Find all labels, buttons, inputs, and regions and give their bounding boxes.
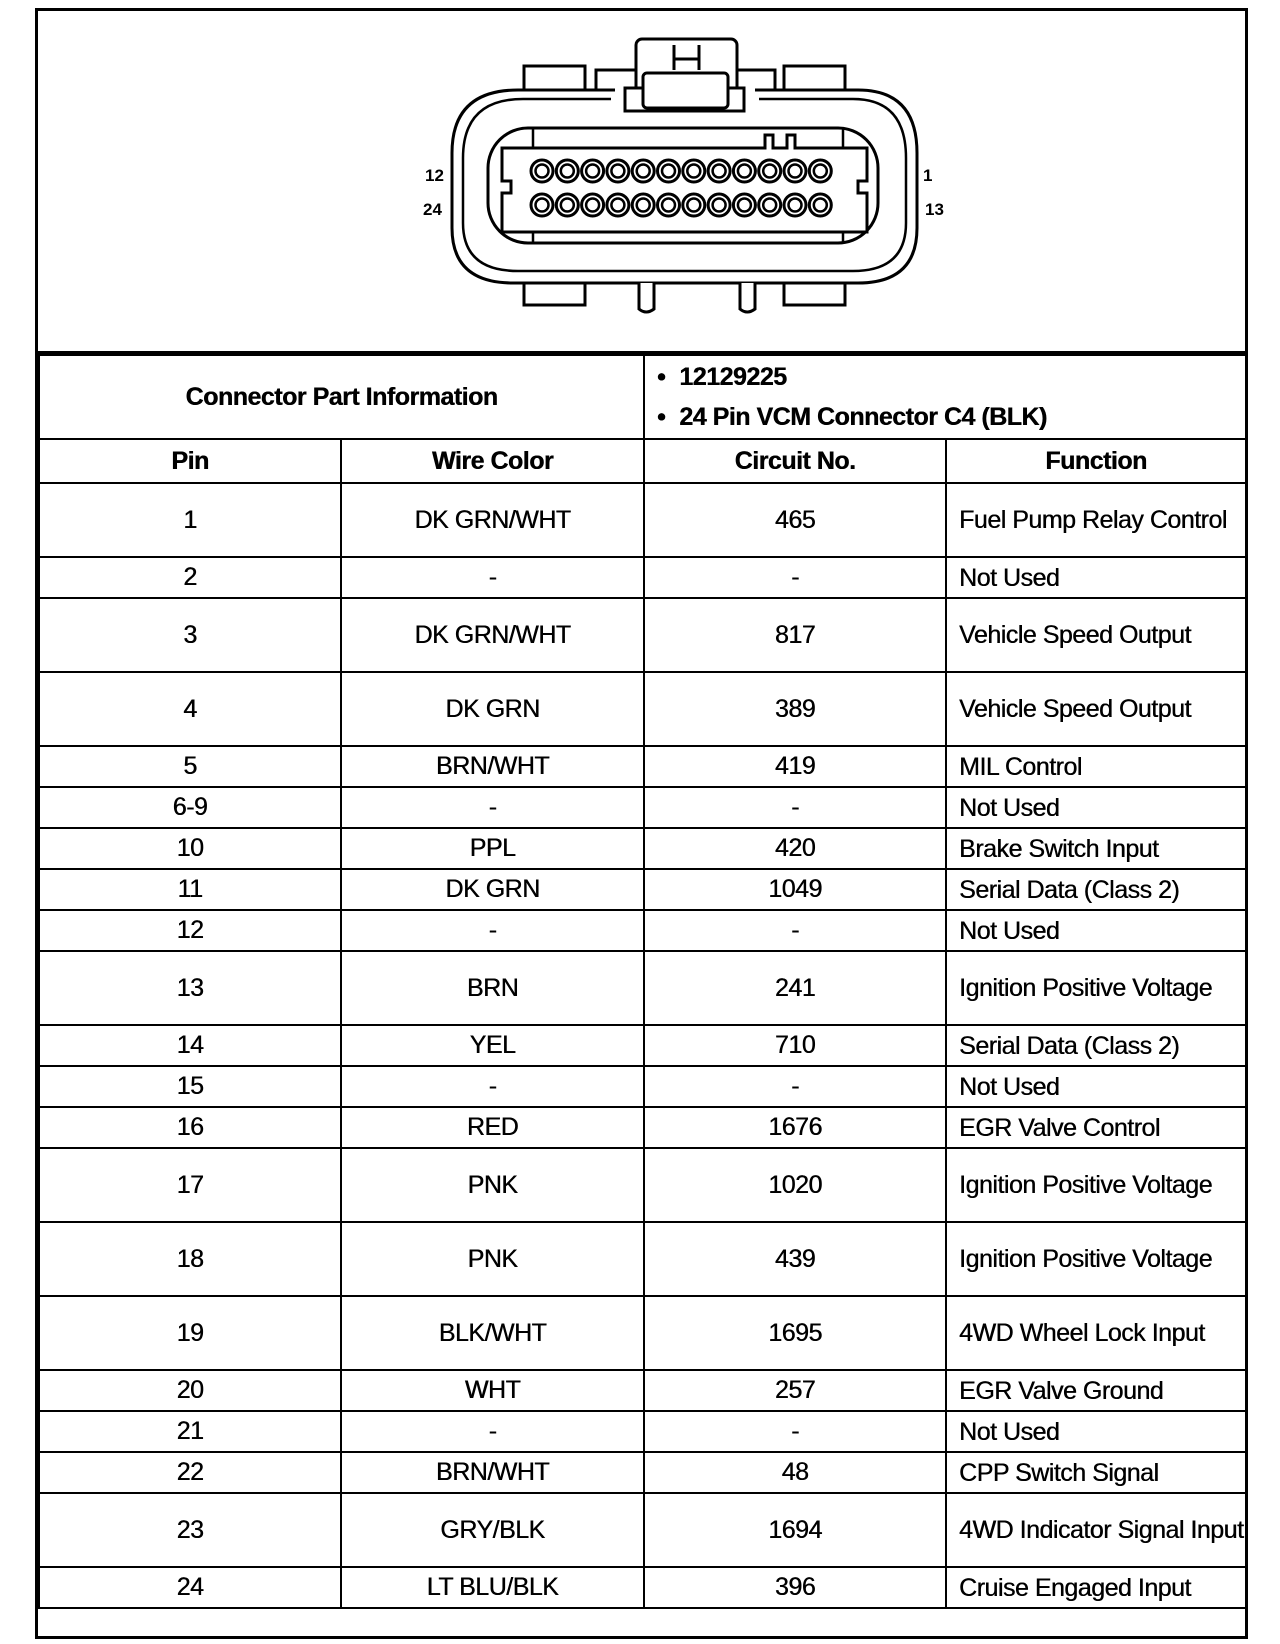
connector-face-drawing [3,3,1280,354]
table-row [39,1222,1246,1296]
wire-color-cell: - [341,1066,644,1107]
circuit-number-cell: 396 [644,1567,946,1608]
column-header-wire-color: Wire Color [341,439,644,483]
function-cell: Cruise Engaged Input [946,1567,1246,1608]
connector-pinout-sheet [35,8,1248,1639]
table-row [39,1148,1246,1222]
pin-cell: 24 [39,1567,341,1608]
pinout-table [38,354,1247,1609]
function-cell: Ignition Positive Voltage [946,1148,1246,1222]
pin-cell: 17 [39,1148,341,1222]
circuit-number-cell: 389 [644,672,946,746]
wire-color-cell: BLK/WHT [341,1296,644,1370]
pin-label-1: 1 [923,166,933,185]
wire-color-cell: WHT [341,1370,644,1411]
connector-info-label: Connector Part Information [39,355,644,439]
wire-color-cell: - [341,557,644,598]
function-cell: Vehicle Speed Output [946,672,1246,746]
function-cell: CPP Switch Signal [946,1452,1246,1493]
table-row [39,869,1246,910]
circuit-number-cell: 48 [644,1452,946,1493]
wire-color-cell: PPL [341,828,644,869]
part-number: • 12129225 [657,357,1245,397]
function-cell: Fuel Pump Relay Control [946,483,1246,557]
pin-label-24: 24 [423,200,442,219]
wire-color-cell: GRY/BLK [341,1493,644,1567]
function-cell: 4WD Indicator Signal Input [946,1493,1246,1567]
wire-color-cell: - [341,787,644,828]
circuit-number-cell: 420 [644,828,946,869]
function-cell: Not Used [946,557,1246,598]
wire-color-cell: DK GRN/WHT [341,483,644,557]
table-row [39,910,1246,951]
wire-color-cell: - [341,1411,644,1452]
table-row [39,672,1246,746]
wire-color-cell: BRN/WHT [341,1452,644,1493]
circuit-number-cell: - [644,557,946,598]
wire-color-cell: PNK [341,1148,644,1222]
function-cell: MIL Control [946,746,1246,787]
connector-description: • 24 Pin VCM Connector C4 (BLK) [657,397,1245,437]
function-cell: Serial Data (Class 2) [946,869,1246,910]
table-row [39,1452,1246,1493]
bottom-right-tab [784,283,845,305]
pin-label-13: 13 [925,200,944,219]
table-row [39,951,1246,1025]
top-left-tab [524,66,585,90]
wire-color-cell: PNK [341,1222,644,1296]
circuit-number-cell: - [644,1066,946,1107]
function-cell: Ignition Positive Voltage [946,951,1246,1025]
circuit-number-cell: 1020 [644,1148,946,1222]
pin-cell: 21 [39,1411,341,1452]
pin-cell: 3 [39,598,341,672]
circuit-number-cell: 465 [644,483,946,557]
table-row [39,746,1246,787]
pin-cell: 15 [39,1066,341,1107]
pin-cell: 13 [39,951,341,1025]
pin-cell: 23 [39,1493,341,1567]
pin-cell: 18 [39,1222,341,1296]
pin-cell: 10 [39,828,341,869]
pin-label-12: 12 [425,166,444,185]
circuit-number-cell: - [644,910,946,951]
circuit-number-cell: 1049 [644,869,946,910]
function-cell: Vehicle Speed Output [946,598,1246,672]
table-row [39,483,1246,557]
function-cell: Not Used [946,787,1246,828]
function-cell: Not Used [946,1066,1246,1107]
circuit-number-cell: 1695 [644,1296,946,1370]
pin-cell: 1 [39,483,341,557]
table-row [39,598,1246,672]
table-row [39,787,1246,828]
pin-cell: 19 [39,1296,341,1370]
pin-cell: 4 [39,672,341,746]
top-right-tab [784,66,845,90]
wire-color-cell: LT BLU/BLK [341,1567,644,1608]
wire-color-cell: BRN [341,951,644,1025]
pin-cell: 5 [39,746,341,787]
pin-cell: 16 [39,1107,341,1148]
pin-cell: 2 [39,557,341,598]
table-row [39,1493,1246,1567]
circuit-number-cell: - [644,1411,946,1452]
table-row [39,1296,1246,1370]
circuit-number-cell: 257 [644,1370,946,1411]
pin-housing [502,135,867,232]
wire-color-cell: - [341,910,644,951]
function-cell: EGR Valve Ground [946,1370,1246,1411]
pin-cell: 6-9 [39,787,341,828]
circuit-number-cell: 1676 [644,1107,946,1148]
pin-cell: 14 [39,1025,341,1066]
function-cell: Brake Switch Input [946,828,1246,869]
circuit-number-cell: 1694 [644,1493,946,1567]
bottom-left-tab [524,283,585,305]
function-cell: Not Used [946,1411,1246,1452]
column-header-pin: Pin [39,439,341,483]
wire-color-cell: YEL [341,1025,644,1066]
table-row [39,1370,1246,1411]
pin-cell: 11 [39,869,341,910]
function-cell: EGR Valve Control [946,1107,1246,1148]
connector-info-list [644,355,1246,439]
wire-color-cell: DK GRN [341,672,644,746]
table-row [39,557,1246,598]
circuit-number-cell: 241 [644,951,946,1025]
wire-color-cell: DK GRN [341,869,644,910]
wire-color-cell: DK GRN/WHT [341,598,644,672]
pin-cell: 12 [39,910,341,951]
function-cell: Not Used [946,910,1246,951]
wire-color-cell: RED [341,1107,644,1148]
pin-cell: 20 [39,1370,341,1411]
column-header-circuit-no: Circuit No. [644,439,946,483]
circuit-number-cell: 710 [644,1025,946,1066]
table-row [39,1066,1246,1107]
table-row [39,1567,1246,1608]
circuit-number-cell: 817 [644,598,946,672]
wire-color-cell: BRN/WHT [341,746,644,787]
connector-diagram [38,11,1245,354]
circuit-number-cell: 419 [644,746,946,787]
circuit-number-cell: 439 [644,1222,946,1296]
table-row [39,1411,1246,1452]
function-cell: Serial Data (Class 2) [946,1025,1246,1066]
function-cell: Ignition Positive Voltage [946,1222,1246,1296]
column-header-function: Function [946,439,1246,483]
pin-cell: 22 [39,1452,341,1493]
table-header-row [39,439,1246,483]
connector-info-row [39,355,1246,439]
table-row [39,1107,1246,1148]
table-row [39,828,1246,869]
circuit-number-cell: - [644,787,946,828]
function-cell: 4WD Wheel Lock Input [946,1296,1246,1370]
table-row [39,1025,1246,1066]
